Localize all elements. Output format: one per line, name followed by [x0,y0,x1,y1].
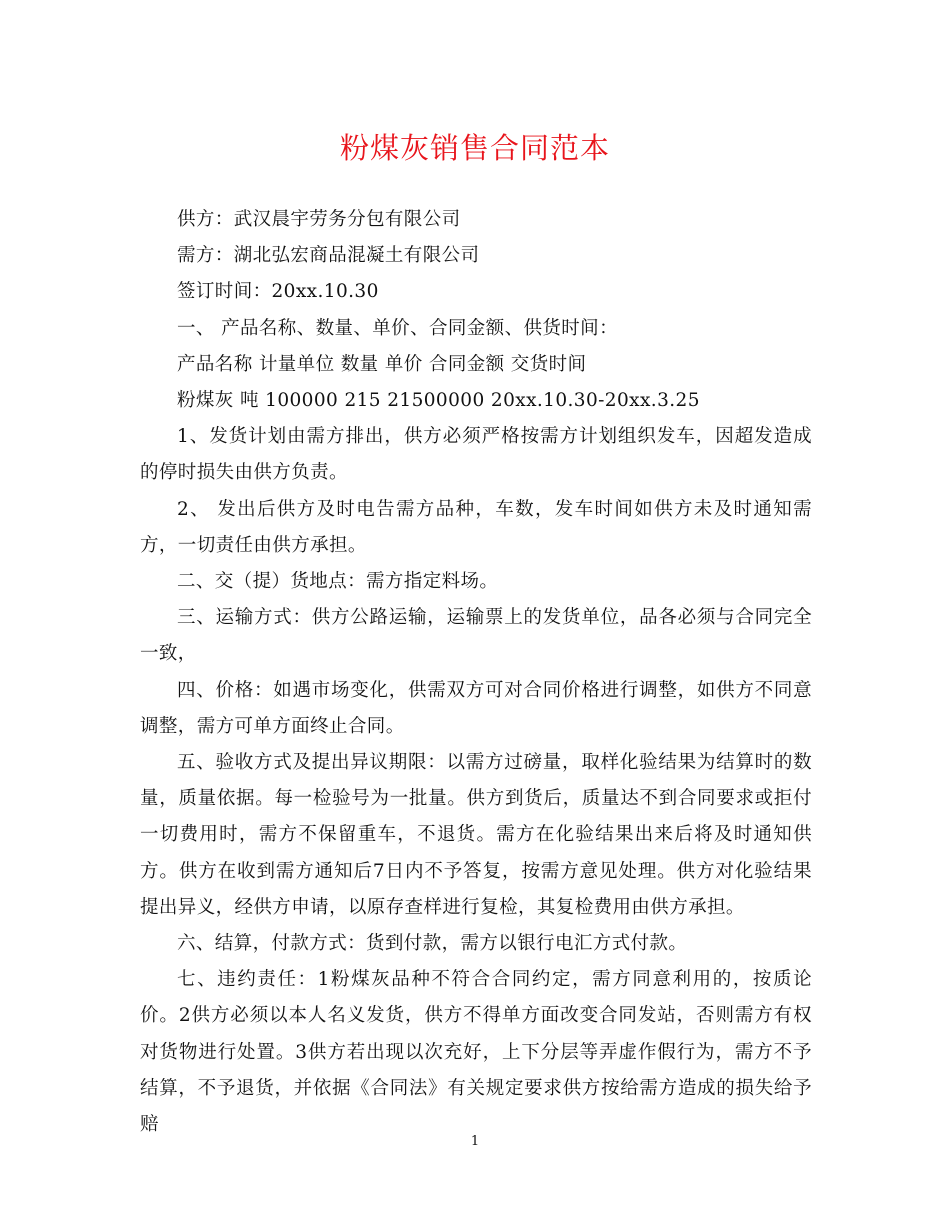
section-liability: 七、违约责任：1粉煤灰品种不符合合同约定，需方同意利用的，按质论价。2供方必须以本人名义发货，供方不得单方面改变合同发站，否则需方有权对货物进行处置。3供方若出现以次充好，上下分层等弄虚作假行为，需方不予结算，不予退货，并依据《合同法》有关规定要求供方按给需方造成的损失给予赔 [140,969,812,1136]
section-settlement: 六、结算，付款方式：货到付款，需方以银行电汇方式付款。 [177,933,688,955]
section-acceptance: 五、验收方式及提出异议期限：以需方过磅量，取样化验结果为结算时的数量，质量依据。每一检验号为一批量。供方到货后，质量达不到合同要求或拒付一切费用时，需方不保留重车，不退货。需方在化验结果出来后将及时通知供方。供方在收到需方通知后7日内不予答复，按需方意见处理。供方对化验结果提出异义，经供方申请，以原存查样进行复检，其复检费用由供方承担。 [140,752,812,918]
page-number: 1 [470,1134,480,1149]
signing-date-line: 签订时间：20xx.10.30 [177,281,379,303]
product-table-header: 产品名称 计量单位 数量 单价 合同金额 交货时间 [177,353,587,375]
document-title: 粉煤灰销售合同范本 [339,131,610,165]
section-transport: 三、运输方式：供方公路运输，运输票上的发货单位，品各必须与合同完全一致， [140,607,812,665]
section-price: 四、价格：如遇市场变化，供需双方可对合同价格进行调整，如供方不同意调整，需方可单方面终止合同。 [140,679,812,737]
clause-delivery-plan: 1、发货计划由需方排出，供方必须严格按需方计划组织发车，因超发造成的停时损失由供方负责。 [140,426,812,484]
document-body [140,202,812,1143]
supplier-line: 供方：武汉晨宇劳务分包有限公司 [177,209,461,230]
section-heading-product: 一、 产品名称、数量、单价、合同金额、供货时间： [177,317,618,339]
section-delivery-location: 二、交（提）货地点：需方指定料场。 [177,571,499,593]
buyer-line: 需方：湖北弘宏商品混凝土有限公司 [177,245,480,267]
clause-shipment-notice: 2、 发出后供方及时电告需方品种，车数，发车时间如供方未及时通知需方，一切责任由供方承担。 [140,498,812,556]
product-table-row: 粉煤灰 吨 100000 215 21500000 20xx.10.30-20xx.3.25 [177,390,700,412]
